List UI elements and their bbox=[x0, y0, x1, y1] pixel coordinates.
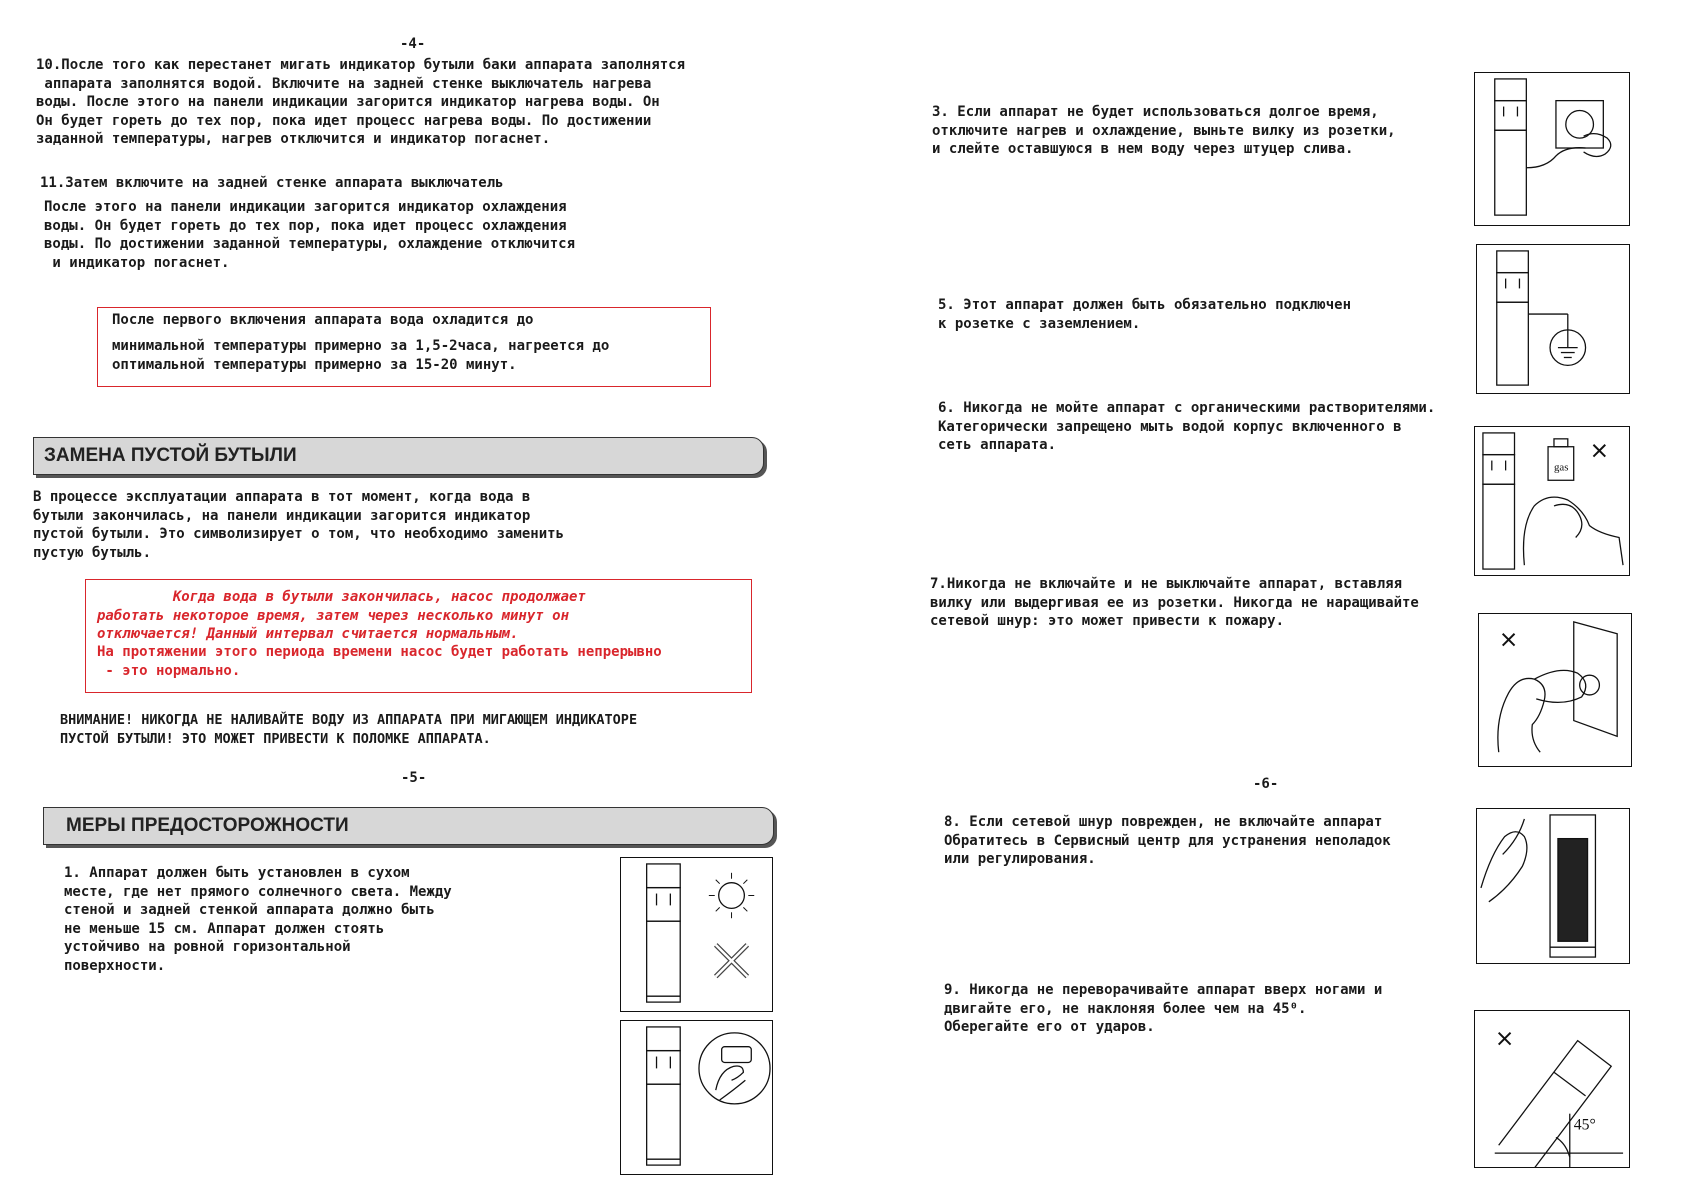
figure-placement bbox=[620, 857, 773, 1012]
dispenser-ground-illustration bbox=[1477, 245, 1629, 393]
page-number-5: -5- bbox=[401, 770, 427, 786]
note-first-start-line2: минимальной температуры примерно за 1,5-2часа, нагреется до оптимальной температуры примерно за 15-20 минут. bbox=[112, 338, 610, 373]
dispenser-cord-illustration bbox=[1477, 809, 1629, 963]
gas-label: gas bbox=[1553, 461, 1569, 474]
replace-bottle-text: В процессе эксплуатации аппарата в тот момент, когда вода в бутыли закончилась, на панели индикации загорится индикатор пустой бутыли. Это символизирует о том, что необходимо заменить пустую бутыль. bbox=[33, 489, 565, 561]
dispenser-sun-illustration bbox=[621, 858, 772, 1011]
dispenser-switch-illustration bbox=[621, 1021, 772, 1174]
note-pump bbox=[85, 579, 752, 693]
hand-plug-illustration bbox=[1479, 614, 1631, 766]
precaution-5-text: 5. Этот аппарат должен быть обязательно подключен к розетке с заземлением. bbox=[938, 297, 1352, 332]
dispenser-socket-illustration bbox=[1475, 73, 1629, 225]
section-title-precautions: МЕРЫ ПРЕДОСТОРОЖНОСТИ bbox=[66, 815, 349, 836]
angle-label: 45° bbox=[1573, 1116, 1596, 1134]
precaution-3-text: 3. Если аппарат не будет использоваться долгое время, отключите нагрев и охлаждение, выньте вилку из розетки, и слейте оставшуюся в нем воду через штуцер слива. bbox=[932, 104, 1396, 157]
section-header-replace-bottle bbox=[33, 437, 764, 475]
section-header-precautions bbox=[43, 807, 774, 845]
figure-no-solvents bbox=[1474, 426, 1630, 576]
figure-plug-pull bbox=[1478, 613, 1632, 767]
precaution-6-text: 6. Никогда не мойте аппарат с органическими растворителями. Категорически запрещено мыть водой корпус включенного в сеть аппарата. bbox=[938, 400, 1436, 453]
note-pump-normal: На протяжении этого периода времени насос будет работать непрерывно - это нормально. bbox=[97, 644, 662, 679]
dispenser-solvent-illustration bbox=[1475, 427, 1629, 575]
figure-grounding bbox=[1476, 244, 1630, 394]
precaution-7-text: 7.Никогда не включайте и не выключайте аппарат, вставляя вилку или выдергивая ее из розетки. Никогда не наращивайте сетевой шнур: это может привести к пожару. bbox=[930, 576, 1419, 629]
warning-text: ВНИМАНИЕ! НИКОГДА НЕ НАЛИВАЙТЕ ВОДУ ИЗ АППАРАТА ПРИ МИГАЮЩЕМ ИНДИКАТОРЕ ПУСТОЙ БУТЫЛИ! ЭТО МОЖЕТ ПРИВЕСТИ К ПОЛОМКЕ АППАРАТА. bbox=[60, 712, 638, 747]
figure-unplug bbox=[1474, 72, 1630, 226]
step-11-title: 11.Затем включите на задней стенке аппарата выключатель bbox=[40, 175, 504, 191]
precaution-8-text: 8. Если сетевой шнур поврежден, не включайте аппарат Обратитесь в Сервисный центр для устранения неполадок или регулирования. bbox=[944, 814, 1391, 867]
page-number-4: -4- bbox=[400, 36, 426, 52]
precaution-9-text: 9. Никогда не переворачивайте аппарат вверх ногами и двигайте его, не наклоняя более чем на 45⁰. Оберегайте его от ударов. bbox=[944, 982, 1383, 1035]
precaution-1-text: 1. Аппарат должен быть установлен в сухом месте, где нет прямого солнечного света. Между стеной и задней стенкой аппарата должно быть не меньше 15 см. Аппарат должен стоять устойчиво на ровной горизонтальной поверхности. bbox=[64, 865, 452, 974]
figure-damaged-cord bbox=[1476, 808, 1630, 964]
section-title-replace-bottle: ЗАМЕНА ПУСТОЙ БУТЫЛИ bbox=[44, 445, 297, 466]
figure-switch-off bbox=[620, 1020, 773, 1175]
note-first-start bbox=[97, 307, 711, 387]
step-10-text: 10.После того как перестанет мигать индикатор бутыли баки аппарата заполнятся аппарата заполнятся водой. Включите на задней стенке выключатель нагрева воды. После этого на панели индикации загорится индикатор нагрева воды. Он Он будет гореть до тех пор, пока идет процесс нагрева воды. По достижении заданной температуры, нагрев отключится и индикатор погаснет. bbox=[36, 57, 686, 147]
page-number-6: -6- bbox=[1253, 776, 1279, 792]
step-11-text: После этого на панели индикации загорится индикатор охлаждения воды. Он будет гореть до тех пор, пока идет процесс охлаждения воды. По достижении заданной температуры, охлаждение отключится и индикатор погаснет. bbox=[44, 199, 576, 271]
note-first-start-line1: После первого включения аппарата вода охладится до bbox=[112, 312, 534, 328]
note-pump-italic: Когда вода в бутыли закончилась, насос продолжает работать некоторое время, затем через несколько минут он отключается! Данный интервал считается нормальным. bbox=[97, 589, 586, 642]
dispenser-tilt-illustration bbox=[1475, 1011, 1629, 1167]
figure-tilt bbox=[1474, 1010, 1630, 1168]
